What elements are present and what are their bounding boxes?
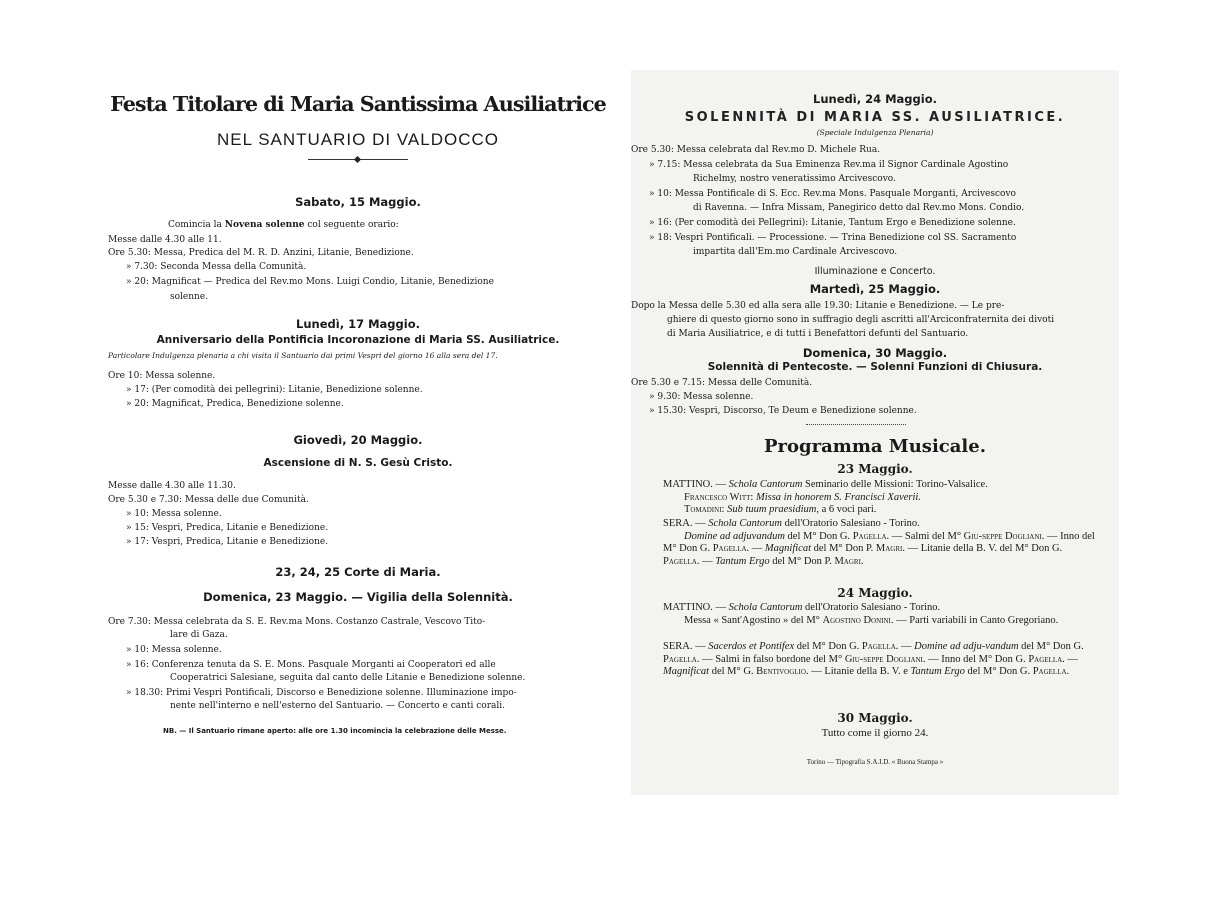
schedule-line: Messe dalle 4.30 alle 11.30. bbox=[108, 481, 236, 491]
schedule-line: » 7.15: Messa celebrata da Sua Eminenza Rev.ma il Signor Cardinale Agostino bbox=[649, 160, 1009, 170]
schedule-line: » 17: Vespri, Predica, Litanie e Benedizione. bbox=[126, 537, 329, 547]
nb-note: NB. — Il Santuario rimane aperto: alle ore 1.30 incomincia la celebrazione delle Messe. bbox=[163, 727, 507, 735]
schedule-line: Dopo la Messa delle 5.30 ed alla sera alle 19.30: Litanie e Benedizione. — Le pre- bbox=[631, 301, 1005, 311]
schedule-line: Ore 5.30 e 7.15: Messa delle Comunità. bbox=[631, 378, 813, 388]
right-page bbox=[631, 70, 1119, 795]
music-entry: SERA. — Sacerdos et Pontifex del M° Don G. Pagella. — Domine ad adju-vandum del M° Don G. Pagella. — Salmi in falso bordone del M° Giu-seppe Dogliani. — Inno del M° Don G. Pagella. — Magnificat del M° G. Bentivoglio. — Litanie della B. V. e Tantum Ergo del M° Don G. Pagella. bbox=[663, 641, 1084, 677]
schedule-line: » 7.30: Seconda Messa della Comunità. bbox=[126, 262, 307, 272]
music-entry: SERA. — Schola Cantorum dell'Oratorio Salesiano - Torino. Domine ad adjuvandum del M° Don G. Pagella. — Salmi del M° Giu-seppe Dogliani. — Inno del M° Don G. Pagella. — Magnificat del M° Don P. Magri. — Litanie della B. V. del M° Don G. Pagella. — Tantum Ergo del M° Don P. Magri. bbox=[663, 518, 1095, 567]
programma-day: 24 Maggio. bbox=[837, 586, 913, 600]
page-subtitle: NEL SANTUARIO DI VALDOCCO bbox=[217, 130, 499, 149]
day-heading: Lunedì, 17 Maggio. bbox=[296, 317, 420, 331]
day-heading: Domenica, 30 Maggio. bbox=[802, 346, 948, 360]
schedule-line: » 18: Vespri Pontificali. — Processione. — Trina Benedizione col SS. Sacramento bbox=[649, 233, 1017, 243]
schedule-line: Messe dalle 4.30 alle 11. bbox=[108, 235, 222, 245]
schedule-line: Cooperatrici Salesiane, seguita dal canto delle Litanie e Benedizione solenne. bbox=[170, 673, 526, 683]
schedule-line: lare di Gaza. bbox=[170, 630, 228, 640]
tutto-line: Tutto come il giorno 24. bbox=[821, 727, 929, 739]
event-heading: Anniversario della Pontificia Incoronazione di Maria SS. Ausiliatrice. bbox=[156, 334, 560, 346]
schedule-line: » 10: Messa solenne. bbox=[126, 509, 222, 519]
schedule-line: di Ravenna. — Infra Missam, Panegirico detto dal Rev.mo Mons. Condio. bbox=[693, 203, 1025, 213]
schedule-line: Ore 10: Messa solenne. bbox=[108, 371, 216, 381]
schedule-line: » 10: Messa Pontificale di S. Ecc. Rev.ma Mons. Pasquale Morganti, Arcivescovo bbox=[649, 189, 1016, 199]
programma-day: 23 Maggio. bbox=[837, 462, 913, 476]
schedule-line: » 20: Magnificat, Predica, Benedizione solenne. bbox=[126, 399, 344, 409]
schedule-line: impartita dall'Em.mo Cardinale Arcivescovo. bbox=[693, 247, 898, 257]
page-title: Festa Titolare di Maria Santissima Ausiliatrice bbox=[110, 92, 606, 116]
wavy-rule bbox=[806, 420, 906, 425]
schedule-line: » 16: Conferenza tenuta da S. E. Mons. Pasquale Morganti ai Cooperatori ed alle bbox=[126, 660, 496, 670]
day-heading: Domenica, 23 Maggio. — Vigilia della Solennità. bbox=[203, 590, 513, 604]
schedule-line: Ore 5.30: Messa, Predica del M. R. D. Anzini, Litanie, Benedizione. bbox=[108, 248, 414, 258]
solemnity-title: SOLENNITÀ DI MARIA SS. AUSILIATRICE. bbox=[684, 110, 1066, 125]
programma-title: Programma Musicale. bbox=[764, 436, 986, 457]
schedule-line: Ore 7.30: Messa celebrata da S. E. Rev.ma Mons. Costanzo Castrale, Vescovo Tito- bbox=[108, 617, 486, 627]
day-heading: Martedì, 25 Maggio. bbox=[809, 282, 941, 296]
day-heading: Sabato, 15 Maggio. bbox=[295, 195, 421, 209]
schedule-line: Ore 5.30: Messa celebrata dal Rev.mo D. Michele Rua. bbox=[631, 145, 881, 155]
schedule-line: ghiere di questo giorno sono in suffragio degli ascritti all'Arciconfraternita dei divoti bbox=[667, 315, 1055, 325]
schedule-line: » 15.30: Vespri, Discorso, Te Deum e Benedizione solenne. bbox=[649, 406, 917, 416]
schedule-line: » 9.30: Messa solenne. bbox=[649, 392, 754, 402]
schedule-line: » 18.30: Primi Vespri Pontificali, Discorso e Benedizione solenne. Illuminazione impo- bbox=[126, 688, 517, 698]
left-page bbox=[108, 70, 608, 795]
event-heading: Ascensione di N. S. Gesù Cristo. bbox=[263, 457, 453, 469]
schedule-line: » 17: (Per comodità dei pellegrini): Litanie, Benedizione solenne. bbox=[126, 385, 423, 395]
schedule-line: di Maria Ausiliatrice, e di tutti i Benefattori defunti del Santuario. bbox=[667, 329, 969, 339]
schedule-line: » 10: Messa solenne. bbox=[126, 645, 222, 655]
schedule-line: Ore 5.30 e 7.30: Messa delle due Comunità. bbox=[108, 495, 309, 505]
illumination-line: Illuminazione e Concerto. bbox=[814, 266, 936, 277]
printer-line: Torino — Tipografia S.A.I.D. « Buona Stampa » bbox=[806, 758, 944, 766]
schedule-line: » 15: Vespri, Predica, Litanie e Benedizione. bbox=[126, 523, 329, 533]
event-heading: Solennità di Pentecoste. — Solenni Funzioni di Chiusura. bbox=[707, 361, 1043, 373]
schedule-line: Richelmy, nostro veneratissimo Arcivescovo. bbox=[693, 174, 896, 184]
intro-line: Comincia la Novena solenne col seguente orario: bbox=[168, 220, 399, 230]
schedule-line: » 20: Magnificat — Predica del Rev.mo Mons. Luigi Condio, Litanie, Benedizione bbox=[126, 277, 494, 287]
music-entry: MATTINO. — Schola Cantorum Seminario delle Missioni: Torino-Valsalice. Francesco Witt: Missa in honorem S. Francisci Xaverii. Tomadini: Sub tuum praesidium, a 6 voci pari. bbox=[663, 479, 988, 515]
corte-heading: 23, 24, 25 Corte di Maria. bbox=[275, 565, 441, 579]
indulgence-note: Particolare Indulgenza plenaria a chi visita il Santuario dai primi Vespri del giorno 16 alla sera del 17. bbox=[108, 351, 498, 360]
music-entry: MATTINO. — Schola Cantorum dell'Oratorio Salesiano - Torino. Messa « Sant'Agostino » del M° Agostino Donini. — Parti variabili in Canto Gregoriano. bbox=[663, 602, 1059, 626]
schedule-line: » 16: (Per comodità dei Pellegrini): Litanie, Tantum Ergo e Benedizione solenne. bbox=[649, 218, 1016, 228]
schedule-line: nente nell'interno e nell'esterno del Santuario. — Concerto e canti corali. bbox=[170, 701, 505, 711]
ornament-dot bbox=[354, 156, 361, 163]
schedule-line: solenne. bbox=[170, 292, 209, 302]
programma-day: 30 Maggio. bbox=[837, 711, 913, 725]
day-heading: Lunedì, 24 Maggio. bbox=[813, 92, 937, 106]
indulgence-note: (Speciale Indulgenza Plenaria) bbox=[816, 128, 934, 137]
day-heading: Giovedì, 20 Maggio. bbox=[293, 433, 423, 447]
